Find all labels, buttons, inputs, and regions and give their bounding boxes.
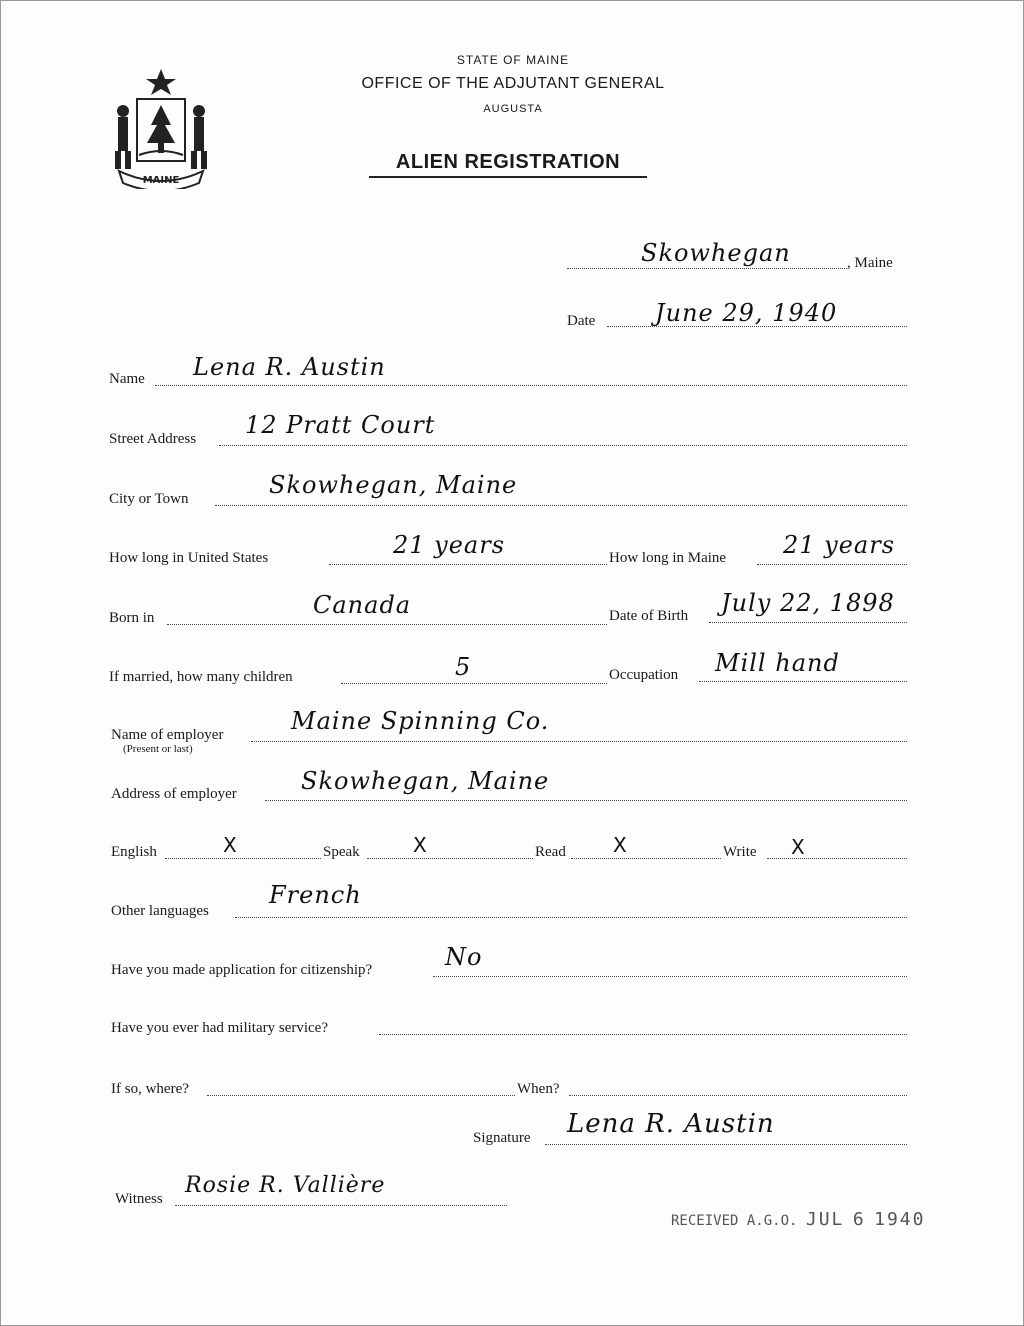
- born-in-line: [167, 624, 607, 625]
- write-line: [767, 858, 907, 859]
- svg-text:MAINE: MAINE: [142, 175, 180, 186]
- children-value: 5: [455, 653, 472, 681]
- date-value: June 29, 1940: [655, 299, 838, 327]
- write-mark: X: [791, 835, 805, 859]
- employer-address-value: Skowhegan, Maine: [301, 767, 550, 795]
- street-address-line: [219, 445, 907, 446]
- how-long-maine-label: How long in Maine: [609, 550, 727, 566]
- born-in-value: Canada: [313, 591, 412, 619]
- stamp-prefix: RECEIVED A.G.O.: [671, 1213, 798, 1229]
- english-line: [165, 858, 321, 859]
- occupation-label: Occupation: [609, 667, 679, 683]
- city-or-town-line: [215, 505, 907, 506]
- speak-label: Speak: [323, 844, 360, 860]
- english-label: English: [111, 844, 157, 860]
- name-line: [155, 385, 907, 386]
- city-heading: AUGUSTA: [483, 103, 543, 115]
- military-line: [379, 1034, 907, 1035]
- office-heading: OFFICE OF THE ADJUTANT GENERAL: [361, 75, 665, 92]
- witness-value: Rosie R. Vallière: [185, 1173, 386, 1198]
- signature-label: Signature: [473, 1130, 531, 1146]
- if-so-where-label: If so, where?: [111, 1081, 189, 1097]
- witness-label: Witness: [115, 1191, 163, 1207]
- when-line: [569, 1095, 907, 1096]
- born-in-label: Born in: [109, 610, 155, 626]
- english-mark: X: [223, 833, 237, 857]
- how-long-maine-line: [757, 564, 907, 565]
- speak-mark: X: [413, 833, 427, 857]
- read-mark: X: [613, 833, 627, 857]
- employer-line: [251, 741, 907, 742]
- date-label: Date: [567, 313, 596, 329]
- signature-value: Lena R. Austin: [567, 1109, 775, 1139]
- stamp-month: JUL: [805, 1209, 845, 1230]
- city-or-town-label: City or Town: [109, 491, 189, 507]
- other-languages-line: [235, 917, 907, 918]
- other-languages-label: Other languages: [111, 903, 209, 919]
- signature-line: [545, 1144, 907, 1145]
- state-heading: STATE OF MAINE: [456, 53, 570, 67]
- years-maine-value: 21 years: [783, 531, 896, 559]
- city-or-town-value: Skowhegan, Maine: [269, 471, 518, 499]
- employer-sublabel: (Present or last): [123, 743, 193, 755]
- street-address-label: Street Address: [109, 431, 197, 447]
- employer-label: Name of employer: [111, 727, 224, 743]
- citizenship-label: Have you made application for citizenship?: [111, 962, 373, 978]
- read-label: Read: [535, 844, 566, 860]
- witness-line: [175, 1205, 507, 1206]
- stamp-year: 1940: [874, 1209, 926, 1230]
- military-label: Have you ever had military service?: [111, 1020, 328, 1036]
- citizenship-value: No: [445, 943, 483, 971]
- if-so-where-line: [207, 1095, 515, 1096]
- citizenship-line: [433, 976, 907, 977]
- town-line: [567, 268, 847, 269]
- stamp-day: 6: [852, 1209, 866, 1230]
- form-title: ALIEN REGISTRATION: [369, 151, 647, 178]
- read-line: [571, 858, 721, 859]
- years-us-value: 21 years: [393, 531, 506, 559]
- other-languages-value: French: [269, 881, 362, 909]
- when-label: When?: [517, 1081, 560, 1097]
- occupation-value: Mill hand: [715, 649, 840, 677]
- street-address-value: 12 Pratt Court: [245, 411, 436, 439]
- employer-address-label: Address of employer: [111, 786, 237, 802]
- employer-value: Maine Spinning Co.: [291, 707, 550, 735]
- maine-suffix-label: , Maine: [847, 255, 893, 271]
- children-line: [341, 683, 607, 684]
- received-stamp: [671, 1209, 925, 1230]
- name-label: Name: [109, 371, 145, 387]
- name-value: Lena R. Austin: [193, 353, 386, 381]
- speak-line: [367, 858, 533, 859]
- how-long-us-label: How long in United States: [109, 550, 269, 566]
- how-long-us-line: [329, 564, 607, 565]
- write-label: Write: [723, 844, 757, 860]
- town-value: Skowhegan: [641, 239, 791, 267]
- date-of-birth-value: July 22, 1898: [721, 589, 895, 617]
- employer-address-line: [265, 800, 907, 801]
- date-of-birth-label: Date of Birth: [609, 608, 689, 624]
- date-of-birth-line: [709, 622, 907, 623]
- occupation-line: [699, 681, 907, 682]
- children-label: If married, how many children: [109, 669, 293, 685]
